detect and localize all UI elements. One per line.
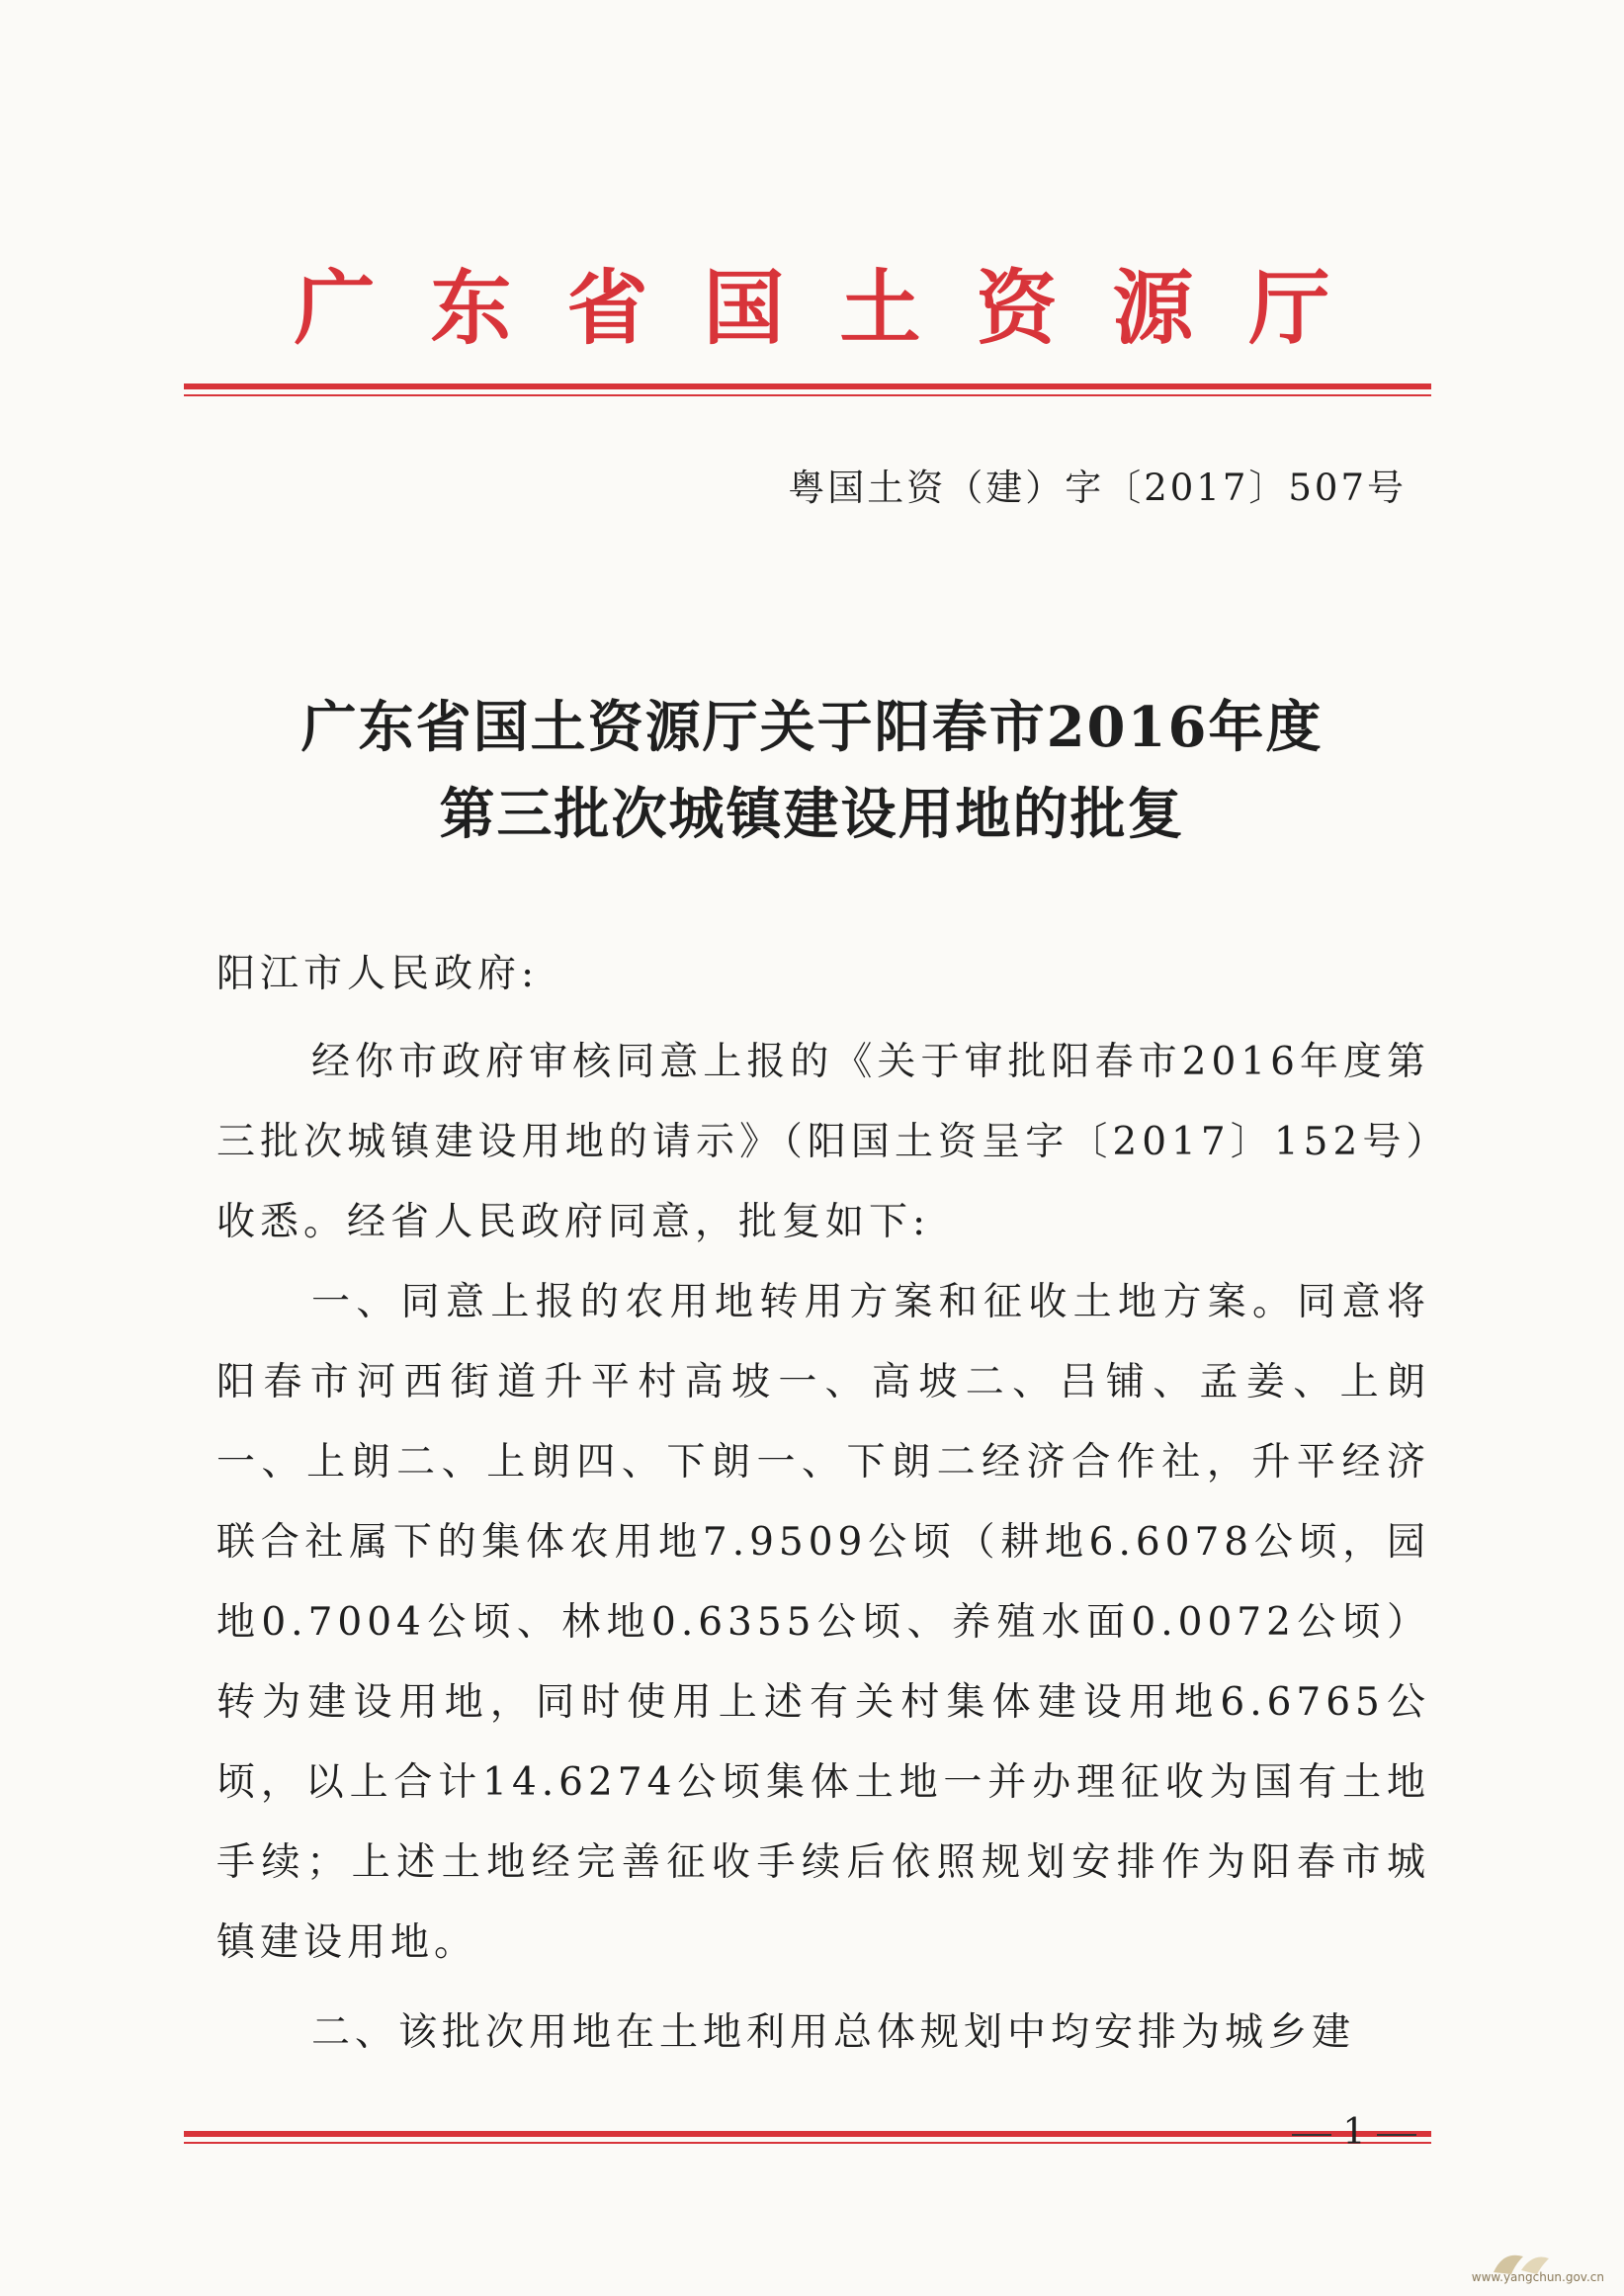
document-body — [216, 927, 1430, 2073]
salutation: 阳江市人民政府: — [216, 952, 540, 996]
watermark-text: www.yangchun.gov.cn — [1471, 2270, 1604, 2284]
site-watermark — [1464, 2243, 1612, 2288]
paragraph-item-1: 一、同意上报的农用地转用方案和征收土地方案。同意将阳春市河西街道升平村高坡一、高坡二、吕铺、孟姜、上朗一、上朗二、上朗四、下朗一、下朗二经济合作社，升平经济联合社属下的集体农用地7.9509公顷（耕地6.6078公顷，园地0.7004公顷、林地0.6355公顷、养殖水面0.0072公顷）转为建设用地，同时使用上述有关村集体建设用地6.6765公顷，以上合计14.6274公顷集体土地一并办理征收为国有土地手续；上述土地经完善征收手续后依照规划安排作为阳春市城镇建设用地。 — [216, 1280, 1430, 1965]
footer-red-rule-thick — [184, 2131, 1431, 2137]
document-title-line-2: 第三批次城镇建设用地的批复 — [439, 782, 1185, 847]
paragraph-intro: 经你市政府审核同意上报的《关于审批阳春市2016年度第三批次城镇建设用地的请示》（阳国土资呈字〔2017〕152号）收悉。经省人民政府同意，批复如下: — [216, 1040, 1430, 1244]
header-red-rule-thin — [184, 394, 1431, 396]
paragraph-item-2: 二、该批次用地在土地利用总体规划中均安排为城乡建 — [311, 2010, 1356, 2055]
document-title-line-1: 广东省国土资源厅关于阳春市2016年度 — [300, 695, 1324, 760]
footer-red-rule-thin — [184, 2142, 1431, 2144]
page-number: 1 — [1275, 2113, 1433, 2153]
document-number: 粤国土资（建）字〔2017〕507号 — [788, 467, 1407, 509]
agency-header: 广东省国土资源厅 — [294, 261, 1386, 356]
header-red-rule-thick — [184, 383, 1431, 389]
